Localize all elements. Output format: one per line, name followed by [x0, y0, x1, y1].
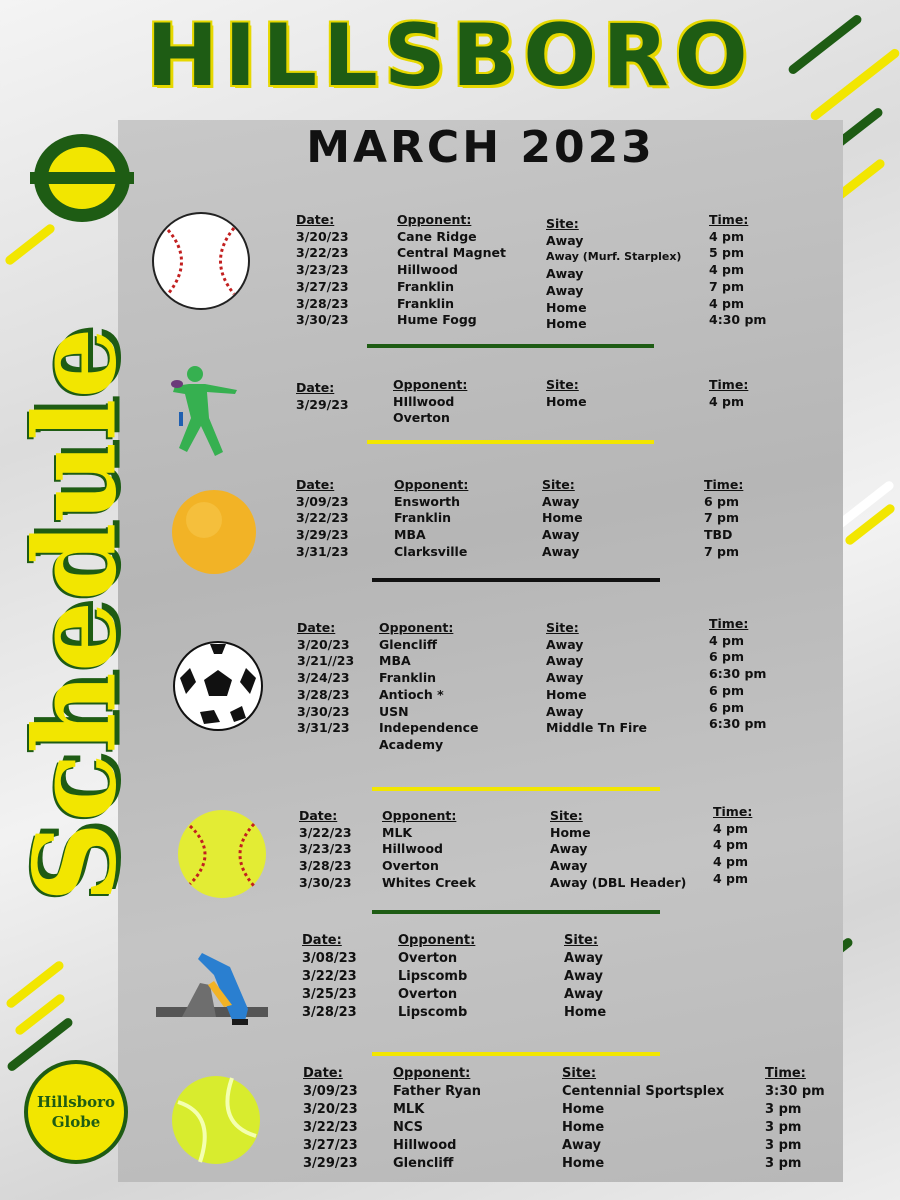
time-column: Time: 4 pm 4 pm 4 pm 4 pm — [713, 804, 753, 886]
date-column: Date: 3/22/23 3/23/23 3/28/23 3/30/23 — [299, 808, 352, 890]
site-column: Site: Away Away Away Home Away Middle Tn Fire — [546, 620, 647, 736]
schedule-vertical-word: Schedule — [10, 327, 142, 903]
site-column: Site: Away Home Away Away — [542, 477, 583, 559]
section-divider — [367, 440, 654, 444]
schedule-section-flag-football — [296, 377, 816, 427]
hillsboro-globe-logo: Hillsboro Globe — [24, 1060, 128, 1164]
section-divider — [372, 1052, 660, 1056]
schedule-section-track — [302, 932, 642, 1022]
site-column: Site: Away Away Away Home — [564, 933, 607, 1020]
section-divider — [372, 787, 660, 791]
month-heading: MARCH 2023 — [306, 122, 655, 173]
time-column: Time: 3:30 pm 3 pm 3 pm 3 pm 3 pm — [765, 1066, 825, 1171]
baseball-icon — [150, 210, 252, 312]
hillsboro-h-logo-icon — [30, 128, 134, 228]
soccer-ball-icon — [172, 640, 264, 732]
track-shoe-icon — [152, 945, 272, 1035]
opponent-column: Opponent: Overton Lipscomb Overton Lipscomb — [398, 933, 476, 1020]
section-divider — [372, 910, 660, 914]
schedule-section-softball — [299, 804, 819, 892]
time-column: Time: 4 pm — [709, 377, 749, 409]
lacrosse-ball-icon — [170, 488, 258, 576]
section-divider — [367, 344, 654, 348]
date-column: Date: 3/09/23 3/22/23 3/29/23 3/31/23 — [296, 477, 349, 559]
page-title: HILLSBORO — [146, 6, 754, 106]
site-column: Site: Home Away Away Away (DBL Header) — [550, 808, 687, 890]
time-column: Time: 4 pm 5 pm 4 pm 7 pm 4 pm 4:30 pm — [709, 212, 767, 328]
schedule-section-baseball — [296, 212, 816, 332]
schedule-section-tennis — [303, 1065, 833, 1175]
opponent-column: Opponent: Cane Ridge Central Magnet Hillwood Franklin Franklin Hume Fogg — [397, 212, 506, 328]
time-column: Time: 4 pm 6 pm 6:30 pm 6 pm 6 pm 6:30 pm — [709, 616, 767, 732]
section-divider — [372, 578, 660, 582]
date-column: Date: 3/09/23 3/20/23 3/22/23 3/27/23 3/29/23 — [303, 1066, 358, 1171]
tennis-ball-icon — [170, 1074, 262, 1166]
schedule-section-lacrosse — [296, 477, 816, 561]
time-column: Time: 6 pm 7 pm TBD 7 pm — [704, 477, 744, 559]
flag-football-player-icon — [165, 362, 245, 460]
opponent-column: Opponent: Glencliff MBA Franklin Antioch * USN Independence Academy — [379, 620, 479, 752]
date-column: Date: 3/29/23 — [296, 380, 349, 412]
opponent-column: Opponent: MLK Hillwood Overton Whites Creek — [382, 808, 476, 890]
site-column: Site: Centennial Sportsplex Home Home Away Home — [562, 1066, 725, 1171]
date-column: Date: 3/20/23 3/22/23 3/23/23 3/27/23 3/28/23 3/30/23 — [296, 212, 349, 328]
opponent-column: Opponent: Father Ryan MLK NCS Hillwood Glencliff — [393, 1066, 482, 1171]
date-column: Date: 3/20/23 3/21//23 3/24/23 3/28/23 3/30/23 3/31/23 — [297, 620, 355, 736]
opponent-column: Opponent: Ensworth Franklin MBA Clarksville — [394, 477, 469, 559]
softball-icon — [176, 808, 268, 900]
date-column: Date: 3/08/23 3/22/23 3/25/23 3/28/23 — [302, 933, 357, 1020]
site-column: Site: Home — [546, 377, 587, 409]
schedule-section-soccer — [297, 616, 817, 754]
opponent-column: Opponent: HIllwood Overton — [393, 377, 468, 426]
site-column: Site: Away Away (Murf. Starplex) Away Away Home Home — [546, 216, 682, 332]
